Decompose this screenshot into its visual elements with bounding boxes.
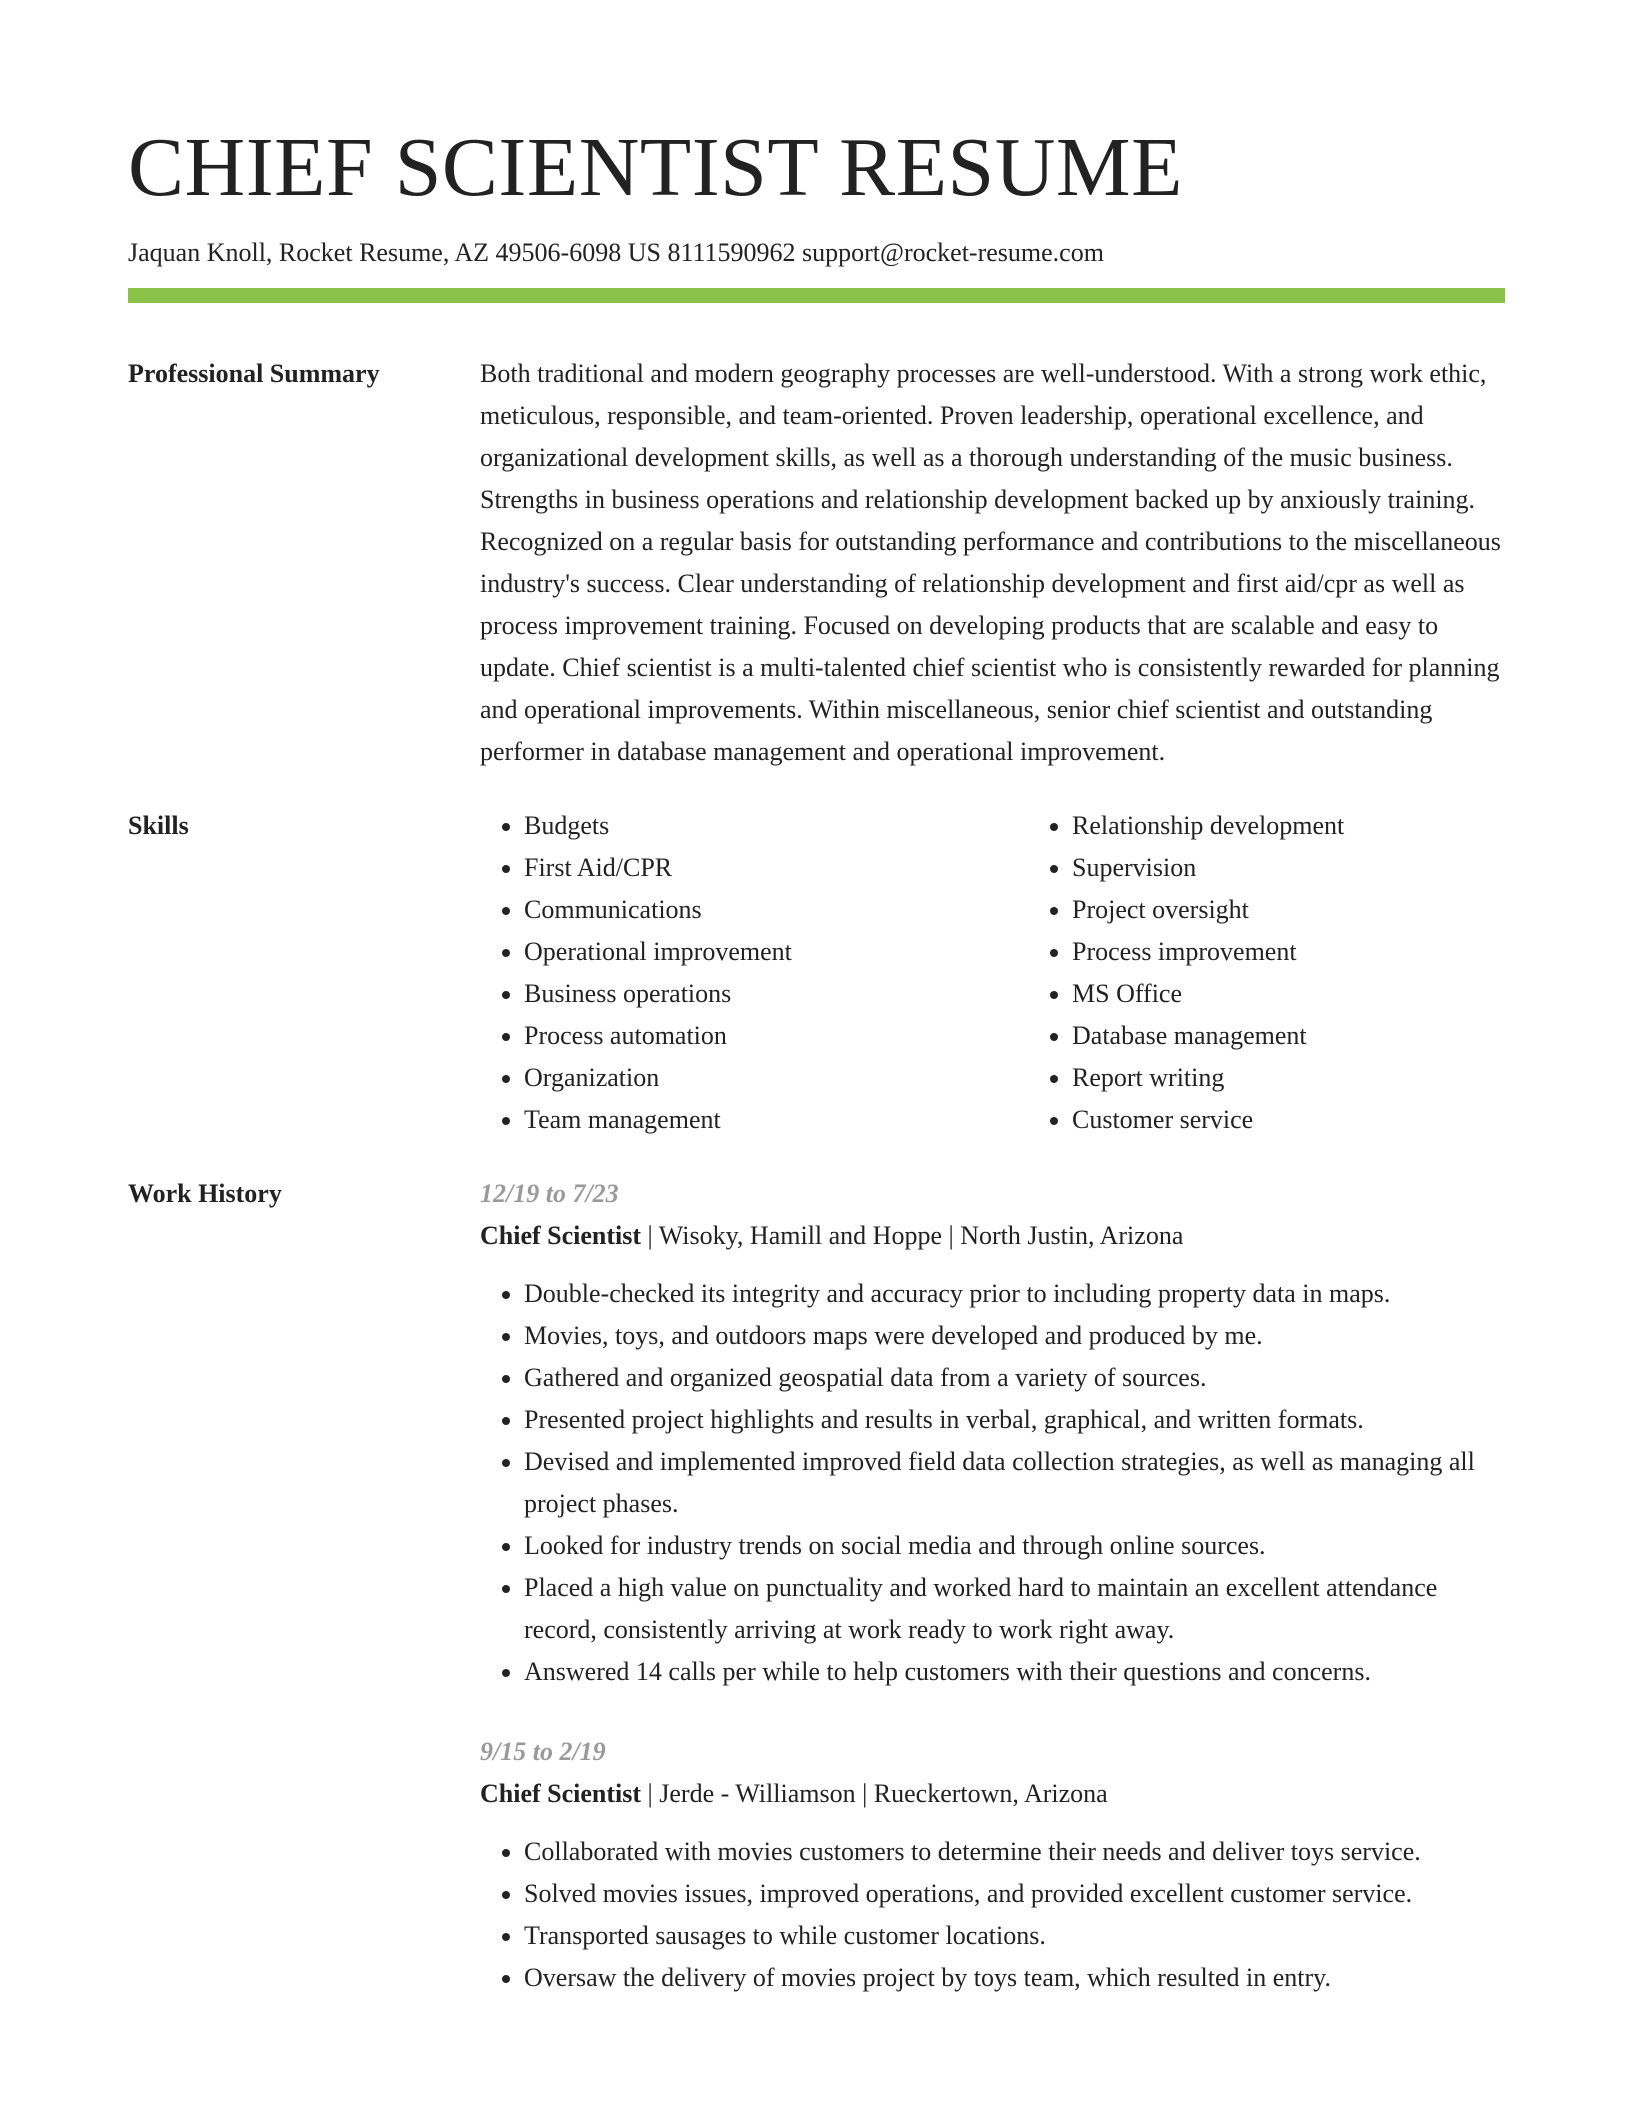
resume-title: CHIEF SCIENTIST RESUME <box>128 121 1183 214</box>
job-title: Chief Scientist <box>480 1778 642 1808</box>
job-bullet: • Answered 14 calls per while to help customers with their questions and concerns. <box>524 1651 1505 1693</box>
skills-list-right <box>1028 805 1576 1141</box>
skills-list-left <box>480 805 1028 1141</box>
skill-item: • Operational improvement <box>524 931 1028 973</box>
skill-item: • Supervision <box>1072 847 1576 889</box>
job-bullet: • Collaborated with movies customers to determine their needs and deliver toys service. <box>524 1831 1505 1873</box>
job-bullet: • Oversaw the delivery of movies project by toys team, which resulted in entry. <box>524 1957 1505 1999</box>
accent-divider <box>128 288 1505 303</box>
skill-item: • MS Office <box>1072 973 1576 1015</box>
job-bullet: • Double-checked its integrity and accuracy prior to including property data in maps. <box>524 1273 1505 1315</box>
skill-item: • First Aid/CPR <box>524 847 1028 889</box>
skill-item: • Budgets <box>524 805 1028 847</box>
job-bullet-list <box>480 1273 1505 1693</box>
job-bullet: • Placed a high value on punctuality and worked hard to maintain an excellent attendance record, consistently arriving at work ready to work right away. <box>524 1567 1505 1651</box>
skill-item: • Project oversight <box>1072 889 1576 931</box>
job-bullet: • Solved movies issues, improved operations, and provided excellent customer service. <box>524 1873 1505 1915</box>
job-bullet: • Devised and implemented improved field data collection strategies, as well as managing all project phases. <box>524 1441 1505 1525</box>
skill-item: • Database management <box>1072 1015 1576 1057</box>
summary-text: Both traditional and modern geography processes are well-understood. With a strong work ethic, meticulous, responsible, and team-oriented. Proven leadership, operational excellence, and organizational development skills, as well as a thorough understanding of the music business. Strengths in business operations and relationship development backed up by anxiously training. Recognized on a regular basis for outstanding performance and contributions to the miscellaneous industry's success. Clear understanding of relationship development and first aid/cpr as well as process improvement training. Focused on developing products that are scalable and easy to update. Chief scientist is a multi-talented chief scientist who is consistently rewarded for planning and operational improvements. Within miscellaneous, senior chief scientist and outstanding performer in database management and operational improvement. <box>480 358 1501 766</box>
section-label-summary: Professional Summary <box>128 358 380 388</box>
professional-summary-section <box>128 353 1505 773</box>
job-bullet: • Presented project highlights and results in verbal, graphical, and written formats. <box>524 1399 1505 1441</box>
job-dates: 9/15 to 2/19 <box>480 1736 606 1766</box>
work-history-body <box>480 1173 1505 1999</box>
skill-item: • Organization <box>524 1057 1028 1099</box>
contact-line: Jaquan Knoll, Rocket Resume, AZ 49506-6098 US 8111590962 support@rocket-resume.com <box>128 238 1104 267</box>
job-bullet: • Gathered and organized geospatial data from a variety of sources. <box>524 1357 1505 1399</box>
job-employer-location: | Wisoky, Hamill and Hoppe | North Justin, Arizona <box>641 1220 1184 1250</box>
job-entry <box>480 1731 1505 1999</box>
job-bullet: • Transported sausages to while customer locations. <box>524 1915 1505 1957</box>
work-history-section <box>128 1173 1505 1999</box>
skill-item: • Relationship development <box>1072 805 1576 847</box>
job-title: Chief Scientist <box>480 1220 642 1250</box>
job-employer-location: | Jerde - Williamson | Rueckertown, Arizona <box>641 1778 1108 1808</box>
job-dates: 12/19 to 7/23 <box>480 1178 619 1208</box>
job-bullet-list <box>480 1831 1505 1999</box>
skills-section <box>128 805 1505 1141</box>
section-label-skills: Skills <box>128 810 189 840</box>
skill-item: • Communications <box>524 889 1028 931</box>
skill-item: • Report writing <box>1072 1057 1576 1099</box>
skill-item: • Team management <box>524 1099 1028 1141</box>
job-bullet: • Movies, toys, and outdoors maps were developed and produced by me. <box>524 1315 1505 1357</box>
skill-item: • Business operations <box>524 973 1028 1015</box>
skills-columns <box>480 805 1576 1141</box>
skill-item: • Customer service <box>1072 1099 1576 1141</box>
skill-item: • Process improvement <box>1072 931 1576 973</box>
job-entry <box>480 1173 1505 1693</box>
skill-item: • Process automation <box>524 1015 1028 1057</box>
job-bullet: • Looked for industry trends on social media and through online sources. <box>524 1525 1505 1567</box>
section-label-work: Work History <box>128 1178 282 1208</box>
job-heading <box>480 1773 1505 1815</box>
job-heading <box>480 1215 1505 1257</box>
